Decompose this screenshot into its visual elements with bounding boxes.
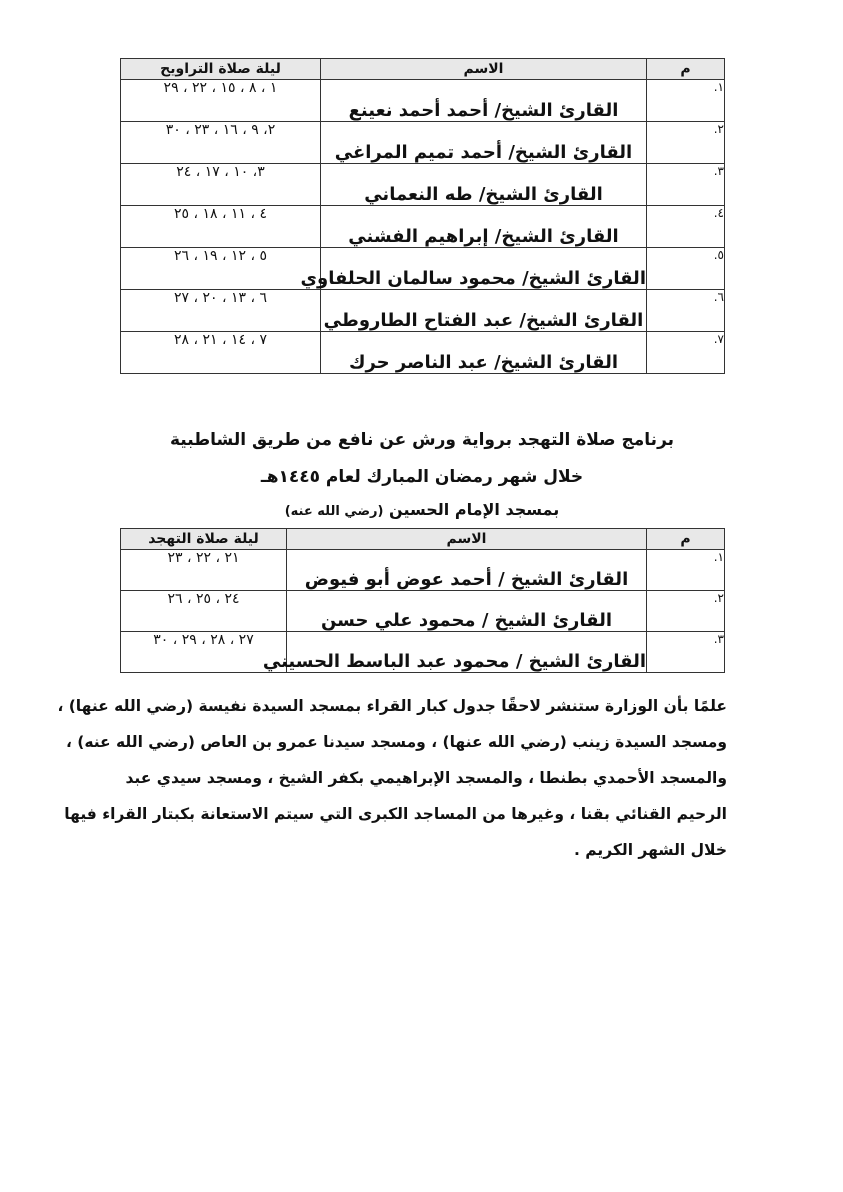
note-line: والمسجد الأحمدي بطنطا ، والمسجد الإبراهيمي بكفر الشيخ ، ومسجد سيدي عبد: [125, 769, 727, 787]
reciter-name: القارئ الشيخ / محمود عبد الباسط الحسيني: [287, 632, 647, 673]
reciter-name: القارئ الشيخ/ عبد الناصر حرك: [321, 332, 647, 374]
row-number: ٥.: [647, 248, 725, 290]
night-numbers: ٢، ٩ ، ١٦ ، ٢٣ ، ٣٠: [121, 122, 321, 164]
ramadan-year-subtitle: خلال شهر رمضان المبارك لعام ١٤٤٥هـ: [260, 467, 584, 487]
table-row: [121, 632, 725, 673]
column-header-name: الاسم: [321, 59, 647, 80]
row-number: ١.: [647, 550, 725, 591]
table-row: [121, 550, 725, 591]
reciter-name: القارئ الشيخ/ محمود سالمان الحلفاوي: [321, 248, 647, 290]
row-number: ٢.: [647, 122, 725, 164]
row-number: ٦.: [647, 290, 725, 332]
column-header-tahajjud-night: ليلة صلاة التهجد: [121, 529, 287, 550]
table-row: [121, 206, 725, 248]
row-number: ٧.: [647, 332, 725, 374]
note-line: علمًا بأن الوزارة ستنشر لاحقًا جدول كبار القراء بمسجد السيدة نفيسة (رضي الله عنها) ،: [57, 697, 727, 715]
table-row: [121, 290, 725, 332]
note-line: ومسجد السيدة زينب (رضي الله عنها) ، ومسجد سيدنا عمرو بن العاص (رضي الله عنه) ،: [65, 733, 727, 751]
column-header-number: م: [647, 59, 725, 80]
mosque-name-heading: [120, 500, 724, 519]
table-row: [121, 248, 725, 290]
reciter-name: القارئ الشيخ/ عبد الفتاح الطاروطي: [321, 290, 647, 332]
row-number: ٢.: [647, 591, 725, 632]
row-number: ٣.: [647, 164, 725, 206]
column-header-tarawih-night: ليلة صلاة التراويح: [121, 59, 321, 80]
night-numbers: ٢١ ، ٢٢ ، ٢٣: [121, 550, 287, 591]
reciter-name: القارئ الشيخ / أحمد عوض أبو فيوض: [287, 550, 647, 591]
night-numbers: ٥ ، ١٢ ، ١٩ ، ٢٦: [121, 248, 321, 290]
column-header-number: م: [647, 529, 725, 550]
note-line: خلال الشهر الكريم .: [573, 841, 727, 859]
table-header-row: [121, 529, 725, 550]
row-number: ٣.: [647, 632, 725, 673]
reciter-name: القارئ الشيخ/ أحمد تميم المراغي: [321, 122, 647, 164]
tahajjud-schedule-table: [120, 528, 725, 673]
announcement-note: [57, 688, 727, 868]
table-row: [121, 80, 725, 122]
night-numbers: ١ ، ٨ ، ١٥ ، ٢٢ ، ٢٩: [121, 80, 321, 122]
night-numbers: ٢٧ ، ٢٨ ، ٢٩ ، ٣٠: [121, 632, 287, 673]
honorific: (رضي الله عنه): [284, 504, 384, 519]
mosque-name: بمسجد الإمام الحسين: [389, 500, 560, 519]
tahajjud-program-title: برنامج صلاة التهجد برواية ورش عن نافع من طريق الشاطبية: [169, 430, 675, 450]
reciter-name: القارئ الشيخ/ طه النعماني: [321, 164, 647, 206]
row-number: ٤.: [647, 206, 725, 248]
reciter-name: القارئ الشيخ / محمود علي حسن: [287, 591, 647, 632]
night-numbers: ٣، ١٠ ، ١٧ ، ٢٤: [121, 164, 321, 206]
night-numbers: ٧ ، ١٤ ، ٢١ ، ٢٨: [121, 332, 321, 374]
row-number: ١.: [647, 80, 725, 122]
night-numbers: ٦ ، ١٣ ، ٢٠ ، ٢٧: [121, 290, 321, 332]
table-row: [121, 122, 725, 164]
table-row: [121, 164, 725, 206]
tarawih-schedule-table: [120, 58, 725, 374]
reciter-name: القارئ الشيخ/ إبراهيم الفشني: [321, 206, 647, 248]
table-row: [121, 332, 725, 374]
reciter-name: القارئ الشيخ/ أحمد أحمد نعينع: [321, 80, 647, 122]
night-numbers: ٤ ، ١١ ، ١٨ ، ٢٥: [121, 206, 321, 248]
column-header-name: الاسم: [287, 529, 647, 550]
note-line: الرحيم القنائي بقنا ، وغيرها من المساجد الكبرى التي سيتم الاستعانة بكبتار القراء فيها: [64, 805, 727, 823]
night-numbers: ٢٤ ، ٢٥ ، ٢٦: [121, 591, 287, 632]
table-header-row: [121, 59, 725, 80]
table-row: [121, 591, 725, 632]
